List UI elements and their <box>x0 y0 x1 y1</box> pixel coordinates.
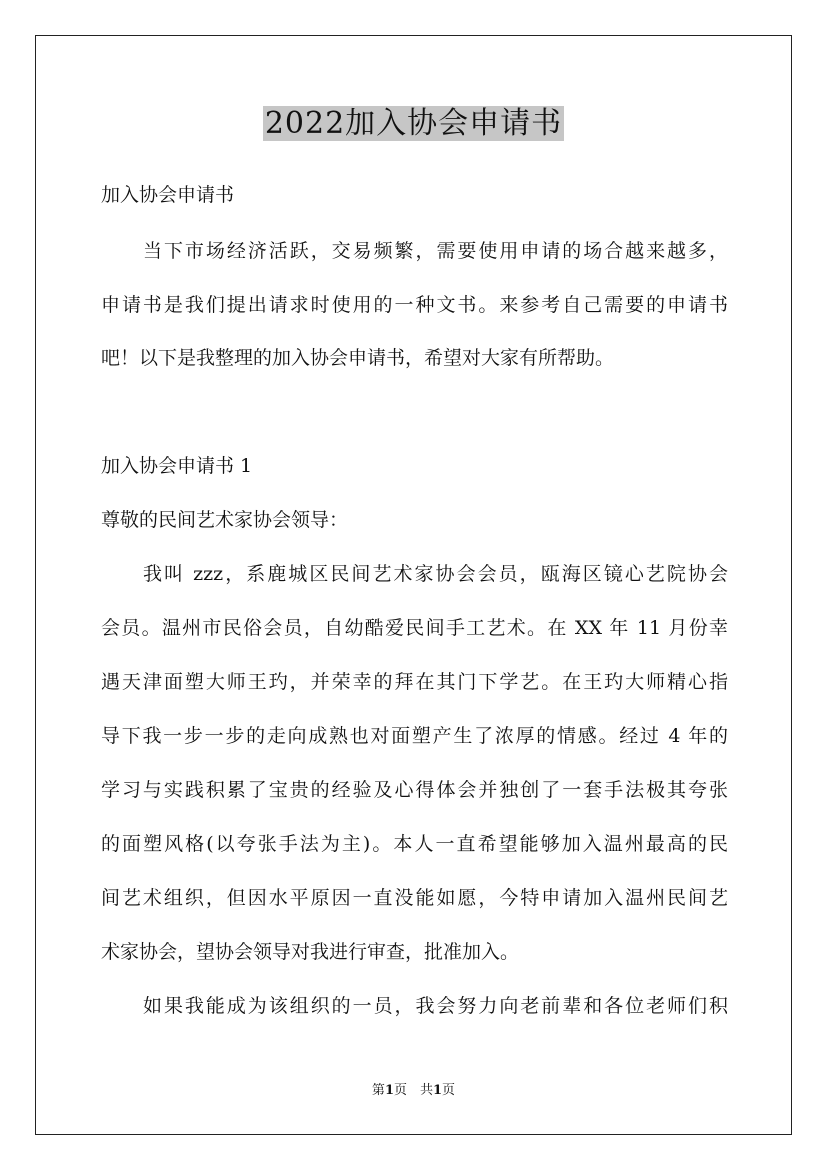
footer-mid: 页 共 <box>393 1083 433 1098</box>
intro-line-2: 申请书是我们提出请求时使用的一种文书。来参考自己需要的申请书 <box>101 294 728 316</box>
salutation: 尊敬的民间艺术家协会领导： <box>101 509 349 531</box>
body-line-3: 遇天津面塑大师王玓，并荣幸的拜在其门下学艺。在王玓大师精心指 <box>101 671 728 693</box>
body-line-5: 学习与实践积累了宝贵的经验及心得体会并独创了一套手法极其夸张 <box>101 779 728 801</box>
body-line-7: 间艺术组织，但因水平原因一直没能如愿，今特申请加入温州民间艺 <box>101 887 728 909</box>
body-line-8: 术家协会，望协会领导对我进行审查，批准加入。 <box>101 941 520 963</box>
section-heading: 加入协会申请书 1 <box>101 455 253 477</box>
body-line-9: 如果我能成为该组织的一员，我会努力向老前辈和各位老师们积 <box>143 995 728 1017</box>
intro-line-1: 当下市场经济活跃，交易频繁，需要使用申请的场合越来越多， <box>143 240 728 262</box>
body-line-1: 我叫 zzz，系鹿城区民间艺术家协会会员，瓯海区镜心艺院协会 <box>143 563 728 585</box>
body-line-4: 导下我一步一步的走向成熟也对面塑产生了浓厚的情感。经过 4 年的 <box>101 725 728 747</box>
page-footer <box>0 1082 827 1100</box>
body-line-6: 的面塑风格(以夸张手法为主)。本人一直希望能够加入温州最高的民 <box>101 833 728 855</box>
intro-line-3: 吧！以下是我整理的加入协会申请书，希望对大家有所帮助。 <box>101 347 615 369</box>
body-line-2: 会员。温州市民俗会员，自幼酷爱民间手工艺术。在 XX 年 11 月份幸 <box>101 617 728 639</box>
footer-suffix: 页 <box>442 1083 456 1098</box>
footer-total-pages: 1 <box>433 1083 443 1098</box>
footer-current-page: 1 <box>384 1083 394 1098</box>
document-title-text: 2022加入协会申请书 <box>264 106 563 141</box>
footer-prefix: 第 <box>371 1083 385 1098</box>
subtitle: 加入协会申请书 <box>101 184 235 206</box>
document-title <box>0 104 827 144</box>
